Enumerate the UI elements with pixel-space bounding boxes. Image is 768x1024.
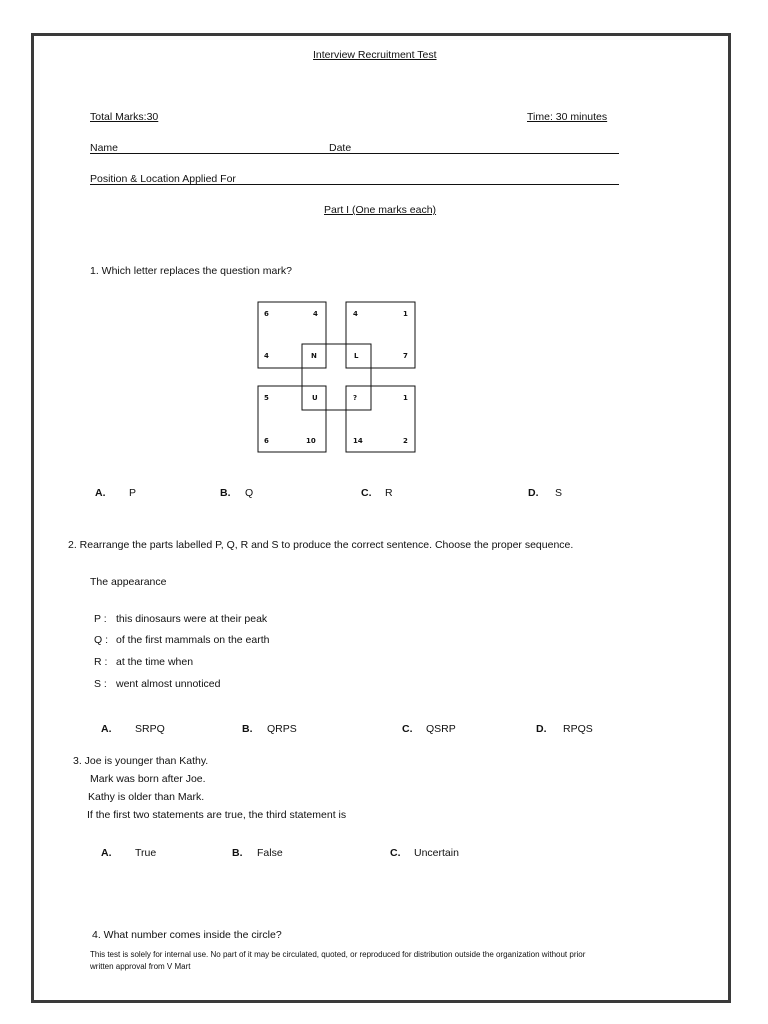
position-label: Position & Location Applied For [90,173,236,185]
br-top-right: 1 [403,394,408,402]
total-marks: Total Marks:30 [90,111,159,123]
q2-lead: The appearance [90,576,167,588]
q1-option-a-letter: A. [95,487,106,499]
name-label: Name [90,142,119,154]
bl-bottom-right: 10 [306,437,316,445]
q2-option-a-letter: A. [101,723,112,735]
q2-part-key: P : [94,613,107,625]
q1-option-b-letter: B. [220,487,231,499]
br-bottom-left: 14 [353,437,363,445]
part-title: Part I (One marks each) [324,204,437,216]
q2-part-text: this dinosaurs were at their peak [116,613,268,625]
q3-line: 3. Joe is younger than Kathy. [73,755,209,767]
q1-option-c-text: R [385,487,393,499]
tr-top-right: 1 [403,310,408,318]
q3-option-c-text: Uncertain [414,847,459,859]
q3-option-a-letter: A. [101,847,112,859]
tr-bottom-right: 7 [403,352,408,360]
footer-disclaimer: This test is solely for internal use. No part of it may be circulated, quoted, or reproduced for distribution outside the organization without prior [90,950,586,959]
q2-part-key: S : [94,678,107,690]
tl-bottom-right: N [311,352,317,360]
q2-option-c-letter: C. [402,723,413,735]
q1-text: 1. Which letter replaces the question mark? [90,265,292,277]
document-title: Interview Recruitment Test [313,49,437,61]
q3-option-a-text: True [135,847,157,859]
br-bottom-right: 2 [403,437,408,445]
q2-part-text: of the first mammals on the earth [116,634,270,646]
date-label: Date [329,142,352,154]
q3-line: If the first two statements are true, the third statement is [87,809,347,821]
name-date-line [90,153,619,154]
q3-line: Mark was born after Joe. [90,773,206,785]
tl-bottom-left: 4 [264,352,269,360]
footer-disclaimer-cont: written approval from V Mart [90,962,191,971]
bl-bottom-left: 6 [264,437,269,445]
time-limit: Time: 30 minutes [527,111,608,123]
q3-option-b-text: False [257,847,283,859]
q1-option-d-letter: D. [528,487,539,499]
q2-option-c-text: QSRP [426,723,456,735]
q1-option-c-letter: C. [361,487,372,499]
q3-line: Kathy is older than Mark. [88,791,205,803]
q3-option-c-letter: C. [390,847,401,859]
q2-part-text: went almost unnoticed [116,678,221,690]
q2-text: 2. Rearrange the parts labelled P, Q, R and S to produce the correct sentence. Choose the proper sequence. [68,539,574,551]
q2-option-a-text: SRPQ [135,723,165,735]
q2-part-text: at the time when [116,656,194,668]
q1-option-d-text: S [555,487,563,499]
letter-number-puzzle [250,296,425,461]
q2-part-key: Q : [94,634,109,646]
br-top-left: ? [353,394,358,402]
q1-option-a-text: P [129,487,137,499]
tl-top-right: 4 [313,310,318,318]
q3-option-b-letter: B. [232,847,243,859]
q2-option-d-letter: D. [536,723,547,735]
q4-text: 4. What number comes inside the circle? [92,929,282,941]
position-line [90,184,619,185]
bl-top-left: 5 [264,394,269,402]
tr-bottom-left: L [354,352,359,360]
tr-top-left: 4 [353,310,358,318]
q2-option-b-text: QRPS [267,723,297,735]
q2-option-b-letter: B. [242,723,253,735]
bl-top-right: U [312,394,318,402]
q1-option-b-text: Q [245,487,254,499]
q2-option-d-text: RPQS [563,723,593,735]
q2-part-key: R : [94,656,108,668]
tl-top-left: 6 [264,310,269,318]
